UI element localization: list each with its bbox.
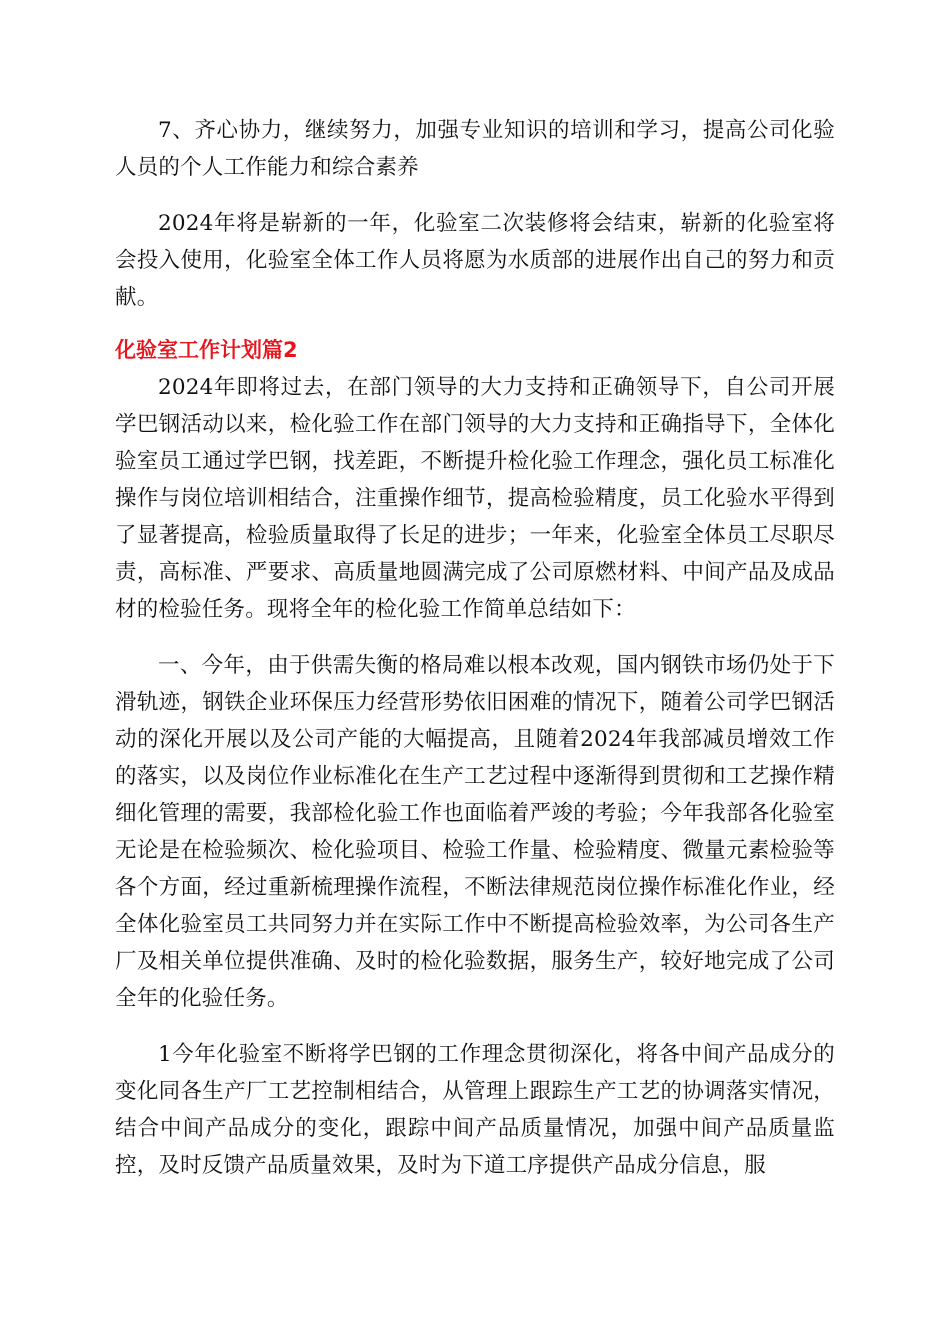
section-heading: 化验室工作计划篇2 — [115, 338, 298, 362]
paragraph-section-one: 一、今年，由于供需失衡的格局难以根本改观，国内钢铁市场仍处于下滑轨迹，钢铁企业环保压力经营形势依旧困难的情况下，随着公司学巴钢活动的深化开展以及公司产能的大幅提高，且随着2024年我部减员增效工作的落实，以及岗位作业标准化在生产工艺过程中逐渐得到贯彻和工艺操作精细化管理的需要，我部检化验工作也面临着严竣的考验；今年我部各化验室无论是在检验频次、检化验项目、检验工作量、检验精度、微量元素检验等各个方面，经过重新梳理操作流程，不断法律规范岗位操作标准化作业，经全体化验室员工共同努力并在实际工作中不断提高检验效率，为公司各生产厂及相关单位提供准确、及时的检化验数据，服务生产，较好地完成了公司全年的化验任务。 — [115, 653, 835, 1011]
paragraph-outlook-2024: 2024年将是崭新的一年，化验室二次装修将会结束，崭新的化验室将会投入使用，化验室全体工作人员将愿为水质部的进展作出自己的努力和贡献。 — [115, 211, 835, 310]
paragraph-intro: 2024年即将过去，在部门领导的大力支持和正确领导下，自公司开展学巴钢活动以来，检化验工作在部门领导的大力支持和正确指导下，全体化验室员工通过学巴钢，找差距，不断提升检化验工作理念，强化员工标准化操作与岗位培训相结合，注重操作细节，提高检验精度，员工化验水平得到了显著提高，检验质量取得了长足的进步；一年来，化验室全体员工尽职尽责，高标准、严要求、高质量地圆满完成了公司原燃材料、中间产品及成品材的检验任务。现将全年的检化验工作简单总结如下： — [115, 375, 835, 622]
paragraph-point-1: 1今年化验室不断将学巴钢的工作理念贯彻深化，将各中间产品成分的变化同各生产厂工艺控制相结合，从管理上跟踪生产工艺的协调落实情况，结合中间产品成分的变化，跟踪中间产品质量情况，加强中间产品质量监控，及时反馈产品质量效果，及时为下道工序提供产品成分信息，服 — [115, 1042, 835, 1178]
document-page — [115, 112, 835, 1203]
paragraph-item-7: 7、齐心协力，继续努力，加强专业知识的培训和学习，提高公司化验人员的个人工作能力和综合素养 — [115, 118, 835, 180]
